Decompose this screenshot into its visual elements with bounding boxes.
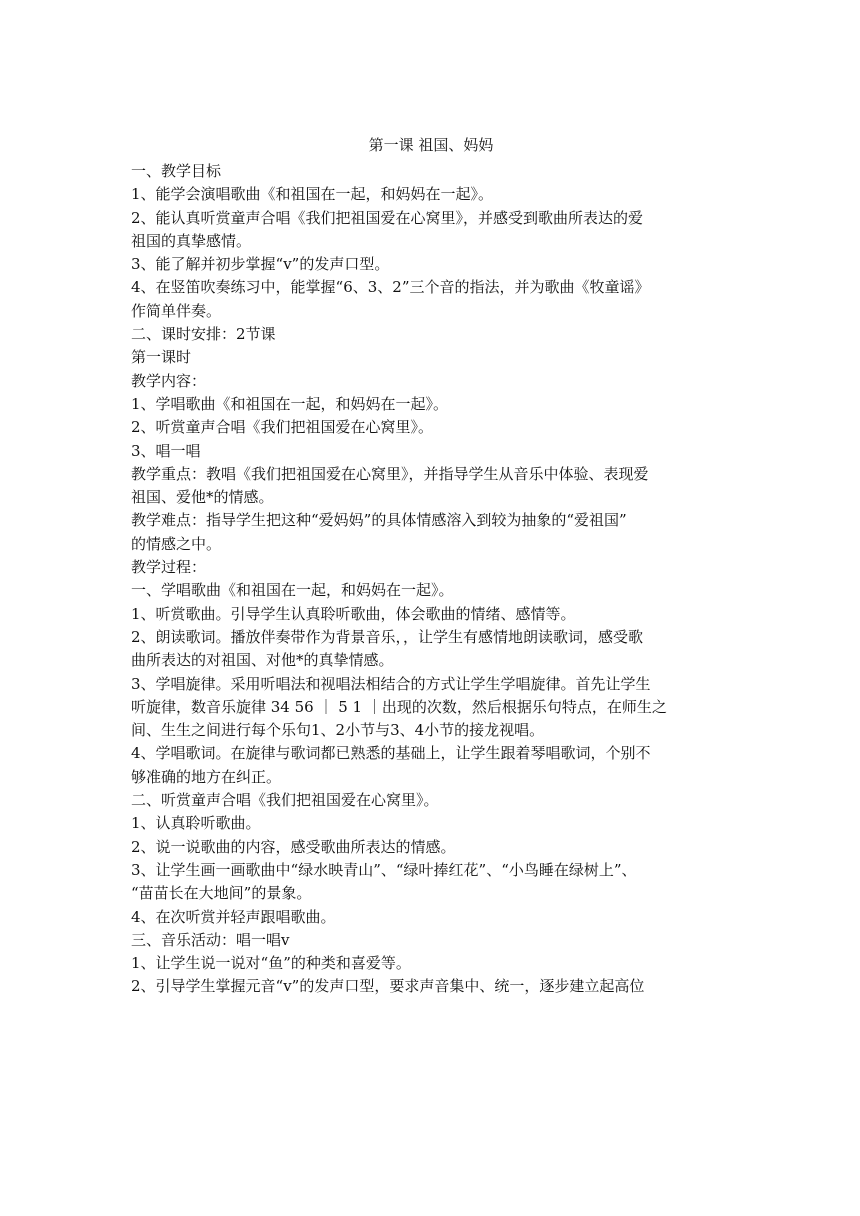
text-line: 听旋律，数音乐旋律 34 56 ｜ 5 1 ｜出现的次数，然后根据乐句特点，在师生之	[131, 697, 667, 716]
text-line: “苗苗长在大地间”的景象。	[131, 884, 312, 903]
text-line: 一、教学目标	[131, 162, 222, 180]
text-line: 3、能了解并初步掌握“v”的发声口型。	[131, 255, 390, 274]
text-line: 曲所表达的对祖国、对他*的真挚情感。	[131, 651, 394, 670]
text-line: 1、认真聆听歌曲。	[131, 814, 261, 833]
text-line: 2、说一说歌曲的内容，感受歌曲所表达的情感。	[131, 837, 456, 856]
text-line: 4、学唱歌词。在旋律与歌词都已熟悉的基础上，让学生跟着琴唱歌词，个别不	[131, 744, 651, 763]
document-page	[131, 136, 731, 999]
text-line: 2、听赏童声合唱《我们把祖国爱在心窝里》。	[131, 418, 434, 437]
text-line: 间、生生之间进行每个乐句1、2小节与3、4小节的接龙视唱。	[131, 721, 545, 740]
text-line: 1、能学会演唱歌曲《和祖国在一起，和妈妈在一起》。	[131, 185, 494, 204]
text-line: 4、在竖笛吹奏练习中，能掌握“6、3、2”三个音的指法，并为歌曲《牧童谣》	[131, 278, 650, 297]
text-line: 的情感之中。	[131, 534, 222, 553]
text-line: 作简单伴奏。	[131, 301, 222, 320]
text-line: 2、能认真听赏童声合唱《我们把祖国爱在心窝里》，并感受到歌曲所表达的爱	[131, 208, 644, 227]
text-line: 二、听赏童声合唱《我们把祖国爱在心窝里》。	[131, 791, 439, 810]
document-title: 第一课 祖国、妈妈	[368, 136, 494, 154]
text-line: 三、音乐活动：唱一唱v	[131, 930, 290, 949]
text-line: 1、学唱歌曲《和祖国在一起，和妈妈在一起》。	[131, 394, 449, 413]
text-line: 教学难点：指导学生把这种“爱妈妈”的具体情感溶入到较为抽象的“爱祖国”	[131, 511, 627, 530]
text-line: 2、引导学生掌握元音“v”的发声口型，要求声音集中、统一，逐步建立起高位	[131, 977, 645, 996]
text-line: 3、唱一唱	[131, 441, 201, 460]
text-line: 4、在次听赏并轻声跟唱歌曲。	[131, 907, 336, 926]
text-line: 祖国、爱他*的情感。	[131, 488, 274, 507]
text-line: 教学重点：教唱《我们把祖国爱在心窝里》，并指导学生从音乐中体验、表现爱	[131, 464, 649, 483]
text-line: 第一课时	[131, 348, 192, 367]
text-line: 二、课时安排：2节课	[131, 325, 276, 344]
text-line: 3、学唱旋律。采用听唱法和视唱法相结合的方式让学生学唱旋律。首先让学生	[131, 674, 651, 693]
text-line: 1、让学生说一说对“鱼”的种类和喜爱等。	[131, 954, 411, 973]
text-line: 教学过程：	[131, 558, 207, 577]
text-line: 一、学唱歌曲《和祖国在一起，和妈妈在一起》。	[131, 581, 454, 600]
text-line: 2、朗读歌词。播放伴奏带作为背景音乐，，让学生有感情地朗读歌词，感受歌	[131, 627, 644, 646]
text-line: 够准确的地方在纠正。	[131, 767, 282, 786]
text-line: 祖国的真挚感情。	[131, 231, 252, 250]
text-line: 3、让学生画一画歌曲中“绿水映青山”、“绿叶捧红花”、“小鸟睡在绿树上”、	[131, 860, 637, 879]
document-body	[131, 160, 731, 999]
text-line: 1、听赏歌曲。引导学生认真聆听歌曲，体会歌曲的情绪、感情等。	[131, 604, 576, 623]
text-line: 教学内容：	[131, 371, 207, 390]
